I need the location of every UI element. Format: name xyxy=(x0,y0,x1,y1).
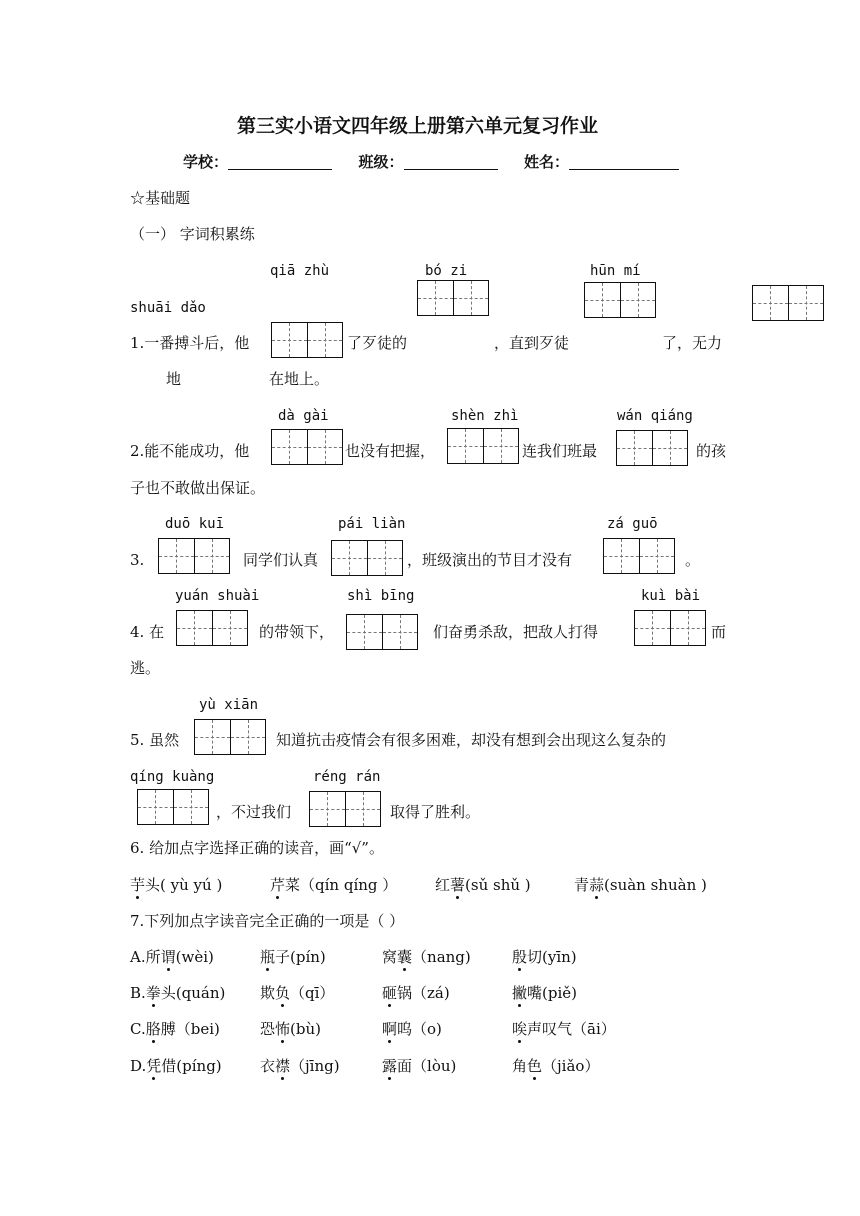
question-5-text: 5. 虽然 xyxy=(130,731,180,749)
choice-item[interactable] xyxy=(512,950,577,965)
option-text: 头( yù yú ) xyxy=(145,876,223,894)
question-4-text: 的带领下， xyxy=(259,623,335,641)
choice-text: 锅（zá) xyxy=(397,984,450,1002)
question-2-text: 连我们班最 xyxy=(522,442,598,460)
dotted-char: 拳 xyxy=(145,984,161,1002)
school-blank[interactable] xyxy=(228,155,332,170)
dotted-char: 芋 xyxy=(130,876,146,894)
choice-text: (wèi) xyxy=(175,948,214,966)
choice-text: 呜（o) xyxy=(397,1020,442,1038)
question-3-text: 。 xyxy=(685,551,701,569)
name-blank[interactable] xyxy=(569,155,679,170)
choice-text: D. xyxy=(130,1057,147,1075)
pinyin-label: qíng kuàng xyxy=(130,769,215,785)
choice-text: B. xyxy=(130,984,146,1002)
question-2-text: 的孩 xyxy=(696,442,727,460)
dotted-char: 瓶 xyxy=(260,948,276,966)
dotted-char: 囊 xyxy=(397,948,413,966)
answer-box[interactable] xyxy=(271,429,343,465)
question-3-text: 3. xyxy=(130,551,145,569)
choice-text: （jīng) xyxy=(290,1057,340,1075)
pinyin-label: dà gài xyxy=(278,408,329,424)
answer-box[interactable] xyxy=(346,614,418,650)
dotted-char: 薯 xyxy=(450,876,466,894)
answer-box[interactable] xyxy=(752,285,824,321)
question-4-text: 4. 在 xyxy=(130,623,165,641)
option-text: (suàn shuàn ) xyxy=(604,876,707,894)
choice-item[interactable] xyxy=(130,1059,222,1074)
choice-item[interactable] xyxy=(512,1022,616,1037)
dotted-char: 襟 xyxy=(275,1057,291,1075)
name-label: 姓名： xyxy=(523,153,569,171)
question-5-text: 取得了胜利。 xyxy=(390,803,481,821)
question-4-text: 们奋勇杀敌，把敌人打得 xyxy=(433,623,599,641)
choice-item[interactable] xyxy=(512,986,577,1001)
dotted-char: 砸 xyxy=(382,984,398,1002)
choice-item[interactable] xyxy=(260,986,334,1001)
answer-box[interactable] xyxy=(634,610,706,646)
choice-text: 子(pín) xyxy=(275,948,326,966)
choice-text: 恐 xyxy=(260,1020,276,1038)
pinyin-label: duō kuī xyxy=(165,516,225,532)
choice-text: 头(quán) xyxy=(160,984,226,1002)
pinyin-label: bó zi xyxy=(425,263,468,279)
question-6-text: 6. 给加点字选择正确的读音，画“√”。 xyxy=(130,839,384,857)
class-blank[interactable] xyxy=(404,155,498,170)
choice-text: 膊（bei) xyxy=(160,1020,220,1038)
answer-box[interactable] xyxy=(158,538,230,574)
dotted-char: 露 xyxy=(382,1057,398,1075)
choice-text: （qī） xyxy=(290,984,335,1002)
choice-text: （jiǎo） xyxy=(542,1057,600,1075)
choice-text: 嘴(piě) xyxy=(527,984,577,1002)
reading-option[interactable] xyxy=(574,878,707,893)
question-3-text: 同学们认真 xyxy=(243,551,319,569)
question-1-text: 在地上。 xyxy=(269,370,330,388)
pinyin-label: hūn mí xyxy=(590,263,641,279)
pinyin-label: pái liàn xyxy=(338,516,406,532)
pinyin-label: yuán shuài xyxy=(175,588,260,604)
pinyin-label: kuì bài xyxy=(641,588,701,604)
option-text: 菜（qín qíng ） xyxy=(285,876,398,894)
choice-item[interactable] xyxy=(130,986,225,1001)
answer-box[interactable] xyxy=(603,538,675,574)
question-4-text: 而 xyxy=(711,623,727,641)
pinyin-label: wán qiáng xyxy=(617,408,693,424)
answer-box[interactable] xyxy=(584,282,656,318)
question-3-text: ，班级演出的节目才没有 xyxy=(407,551,573,569)
dotted-char: 撇 xyxy=(512,984,528,1002)
choice-item[interactable] xyxy=(130,950,214,965)
dotted-char: 唉 xyxy=(512,1020,528,1038)
choice-item[interactable] xyxy=(382,1022,442,1037)
choice-item[interactable] xyxy=(512,1059,599,1074)
choice-item[interactable] xyxy=(260,1059,340,1074)
question-2-text: 子也不敢做出保证。 xyxy=(130,479,266,497)
dotted-char: 啊 xyxy=(382,1020,398,1038)
pinyin-label: shuāi dǎo xyxy=(130,300,206,316)
dotted-char: 怖 xyxy=(275,1020,291,1038)
answer-box[interactable] xyxy=(137,789,209,825)
pinyin-label: qiā zhù xyxy=(270,263,330,279)
choice-text: 声叹气（āi） xyxy=(527,1020,616,1038)
dotted-char: 色 xyxy=(527,1057,543,1075)
choice-item[interactable] xyxy=(382,950,471,965)
option-text: (sǔ shǔ ) xyxy=(465,876,531,894)
answer-box[interactable] xyxy=(447,428,519,464)
choice-item[interactable] xyxy=(130,1022,220,1037)
choice-item[interactable] xyxy=(260,1022,321,1037)
answer-box[interactable] xyxy=(176,610,248,646)
choice-text: 衣 xyxy=(260,1057,276,1075)
question-1-text: 了，无力 xyxy=(662,334,723,352)
pinyin-label: shèn zhì xyxy=(451,408,519,424)
subsection-heading: （一） 字词积累练 xyxy=(130,225,255,243)
school-label: 学校： xyxy=(183,153,229,171)
question-5-text: ，不过我们 xyxy=(216,803,292,821)
dotted-char: 胳 xyxy=(145,1020,161,1038)
answer-box[interactable] xyxy=(331,540,403,576)
class-label: 班级： xyxy=(358,153,404,171)
dotted-char: 殷 xyxy=(512,948,528,966)
option-text: 青 xyxy=(574,876,590,894)
pinyin-label: réng rán xyxy=(313,769,381,785)
question-2-text: 也没有把握， xyxy=(345,442,436,460)
choice-text: C. xyxy=(130,1020,146,1038)
question-1-text: 了歹徒的 xyxy=(347,334,408,352)
choice-text: 欺 xyxy=(260,984,276,1002)
choice-text: 角 xyxy=(512,1057,528,1075)
question-4-text: 逃。 xyxy=(130,659,161,677)
pinyin-label: zá guō xyxy=(607,516,658,532)
dotted-char: 谓 xyxy=(160,948,176,966)
choice-item[interactable] xyxy=(260,950,326,965)
pinyin-label: yù xiān xyxy=(199,697,259,713)
question-7-text: 7.下列加点字读音完全正确的一项是（ ） xyxy=(130,912,405,930)
reading-option[interactable] xyxy=(435,878,531,893)
header-fields xyxy=(183,155,679,170)
answer-box[interactable] xyxy=(417,280,489,316)
choice-item[interactable] xyxy=(382,986,450,1001)
answer-box[interactable] xyxy=(194,719,266,755)
question-1-text: 1.一番搏斗后，他 xyxy=(130,334,250,352)
reading-option[interactable] xyxy=(270,878,397,893)
answer-box[interactable] xyxy=(616,430,688,466)
question-1-text: 地 xyxy=(166,370,182,388)
section-heading: ☆基础题 xyxy=(130,189,191,207)
answer-box[interactable] xyxy=(309,791,381,827)
choice-text: A.所 xyxy=(130,948,161,966)
page-title: 第三实小语文四年级上册第六单元复习作业 xyxy=(237,115,599,137)
choice-text: 借(píng) xyxy=(161,1057,222,1075)
question-1-text: ，直到歹徒 xyxy=(494,334,570,352)
answer-box[interactable] xyxy=(271,322,343,358)
dotted-char: 负 xyxy=(275,984,291,1002)
question-2-text: 2.能不能成功，他 xyxy=(130,442,250,460)
choice-text: (bù) xyxy=(290,1020,321,1038)
dotted-char: 芹 xyxy=(270,876,286,894)
choice-item[interactable] xyxy=(382,1059,456,1074)
question-5-text: 知道抗击疫情会有很多困难，却没有想到会出现这么复杂的 xyxy=(276,731,667,749)
choice-text: 窝 xyxy=(382,948,398,966)
choice-text: （nang) xyxy=(412,948,471,966)
dotted-char: 蒜 xyxy=(589,876,605,894)
option-text: 红 xyxy=(435,876,451,894)
dotted-char: 凭 xyxy=(146,1057,162,1075)
pinyin-label: shì bīng xyxy=(347,588,415,604)
choice-text: 面（lòu) xyxy=(397,1057,457,1075)
choice-text: 切(yīn) xyxy=(527,948,577,966)
reading-option[interactable] xyxy=(130,878,222,893)
